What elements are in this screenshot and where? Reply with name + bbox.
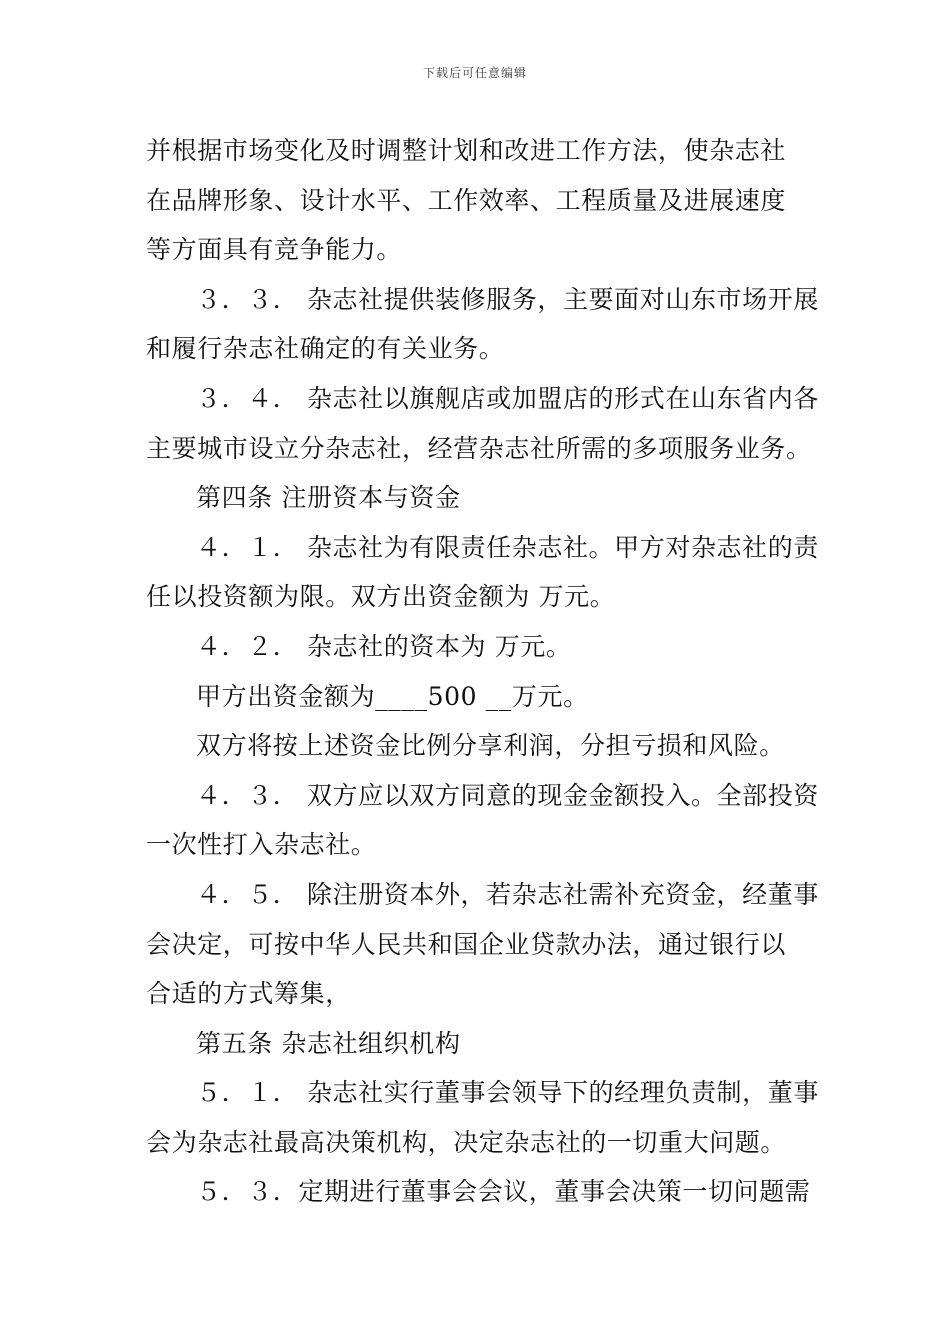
clause-4-2: ４．２． 杂志社的资本为 万元。 — [196, 631, 572, 661]
body-line: 甲方出资金额为____500 __万元。 — [196, 681, 589, 711]
clause-5-3: ５．３．定期进行董事会会议，董事会决策一切问题需 — [196, 1177, 811, 1207]
article-4-heading: 第四条 注册资本与资金 — [196, 483, 461, 513]
clause-3-4: ３．４． 杂志社以旗舰店或加盟店的形式在山东省内各 — [196, 383, 819, 413]
document-body — [146, 126, 819, 1217]
body-line: 和履行杂志社确定的有关业务。 — [146, 334, 505, 364]
clause-4-3: ４．３． 双方应以双方同意的现金金额投入。全部投资 — [196, 780, 819, 810]
body-line: 等方面具有竞争能力。 — [146, 235, 403, 265]
article-5-heading: 第五条 杂志社组织机构 — [196, 1028, 461, 1058]
clause-3-3: ３．３． 杂志社提供装修服务，主要面对山东市场开展 — [196, 284, 819, 314]
body-line: 在品牌形象、设计水平、工作效率、工程质量及进展速度 — [146, 185, 787, 215]
clause-4-5: ４．５． 除注册资本外，若杂志社需补充资金，经董事 — [196, 879, 819, 909]
body-line: 合适的方式筹集， — [146, 979, 351, 1009]
body-line: 任以投资额为限。双方出资金额为 万元。 — [146, 582, 616, 612]
page-header: 下载后可任意编辑 — [422, 66, 527, 80]
body-line: 一次性打入杂志社。 — [146, 830, 377, 860]
body-line: 会决定，可按中华人民共和国企业贷款办法，通过银行以 — [146, 929, 787, 959]
clause-5-1: ５．１． 杂志社实行董事会领导下的经理负责制，董事 — [196, 1078, 819, 1108]
clause-4-1: ４．１． 杂志社为有限责任杂志社。甲方对杂志社的责 — [196, 532, 819, 562]
body-line: 并根据市场变化及时调整计划和改进工作方法，使杂志社 — [146, 136, 787, 165]
body-line: 会为杂志社最高决策机构，决定杂志社的一切重大问题。 — [146, 1127, 787, 1157]
body-line: 主要城市设立分杂志社，经营杂志社所需的多项服务业务。 — [146, 433, 812, 463]
body-line: 双方将按上述资金比例分享利润，分担亏损和风险。 — [196, 731, 785, 761]
